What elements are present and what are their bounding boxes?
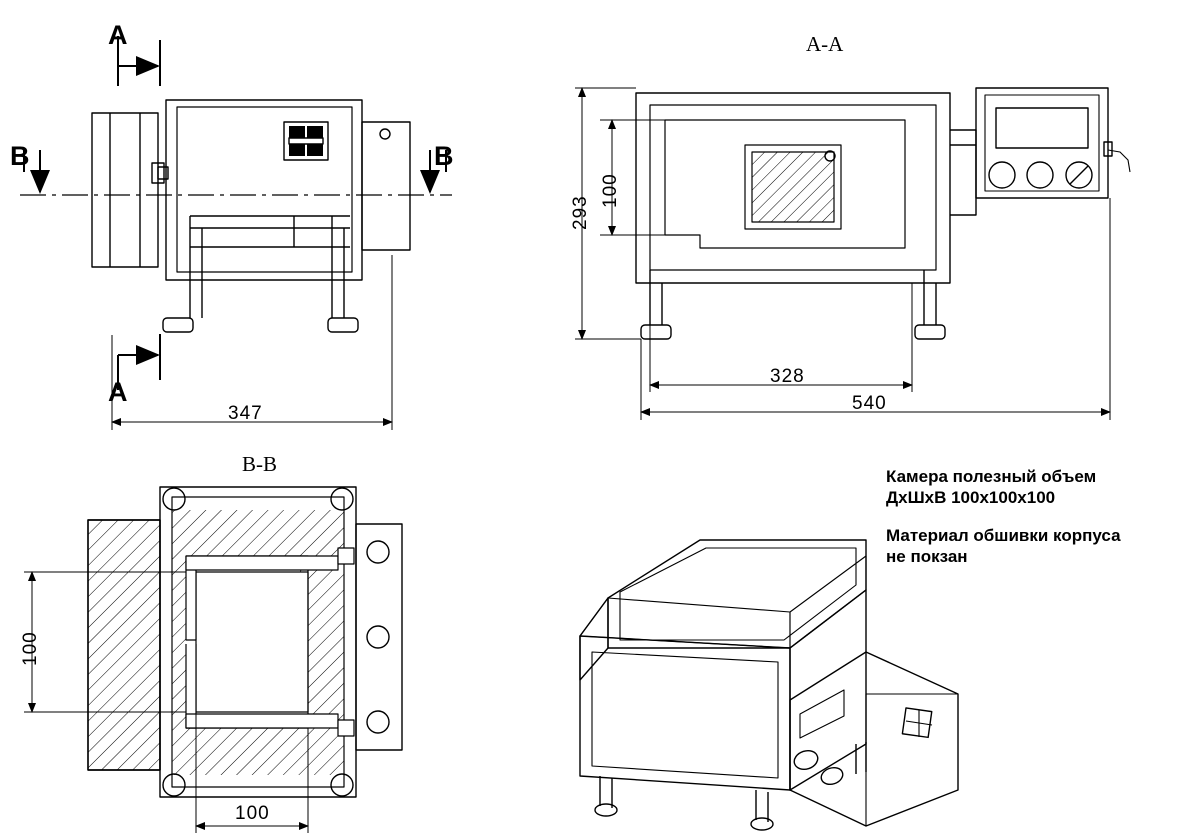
view-title-section-aa: А-А bbox=[806, 32, 844, 56]
note-chamber-volume-line2: ДхШхВ 100х100х100 bbox=[886, 488, 1056, 507]
view-title-section-bb: В-В bbox=[242, 452, 278, 476]
dimension-side-height-total: 293 bbox=[570, 195, 591, 230]
note-chamber-volume-line1: Камера полезный объем bbox=[886, 467, 1097, 486]
section-mark-a-bottom: A bbox=[108, 377, 128, 407]
dimension-side-total-depth: 540 bbox=[852, 393, 887, 414]
section-mark-a-top: A bbox=[108, 20, 128, 50]
view-plan-top-left bbox=[92, 100, 410, 332]
note-casing-line1: Материал обшивки корпуса bbox=[886, 526, 1121, 545]
dimension-section-chamber-height: 100 bbox=[20, 631, 41, 666]
dimension-section-chamber-width: 100 bbox=[235, 803, 270, 824]
section-mark-b-left: B bbox=[10, 141, 30, 171]
section-mark-b-right: B bbox=[434, 141, 454, 171]
view-isometric bbox=[580, 540, 958, 830]
view-section-aa bbox=[636, 88, 1130, 339]
dimension-side-inner-depth: 328 bbox=[770, 366, 805, 387]
view-section-bb bbox=[88, 487, 402, 797]
dimension-side-chamber-height: 100 bbox=[600, 173, 621, 208]
dimension-front-width: 347 bbox=[228, 403, 263, 424]
note-casing-line2: не покзан bbox=[886, 547, 968, 566]
